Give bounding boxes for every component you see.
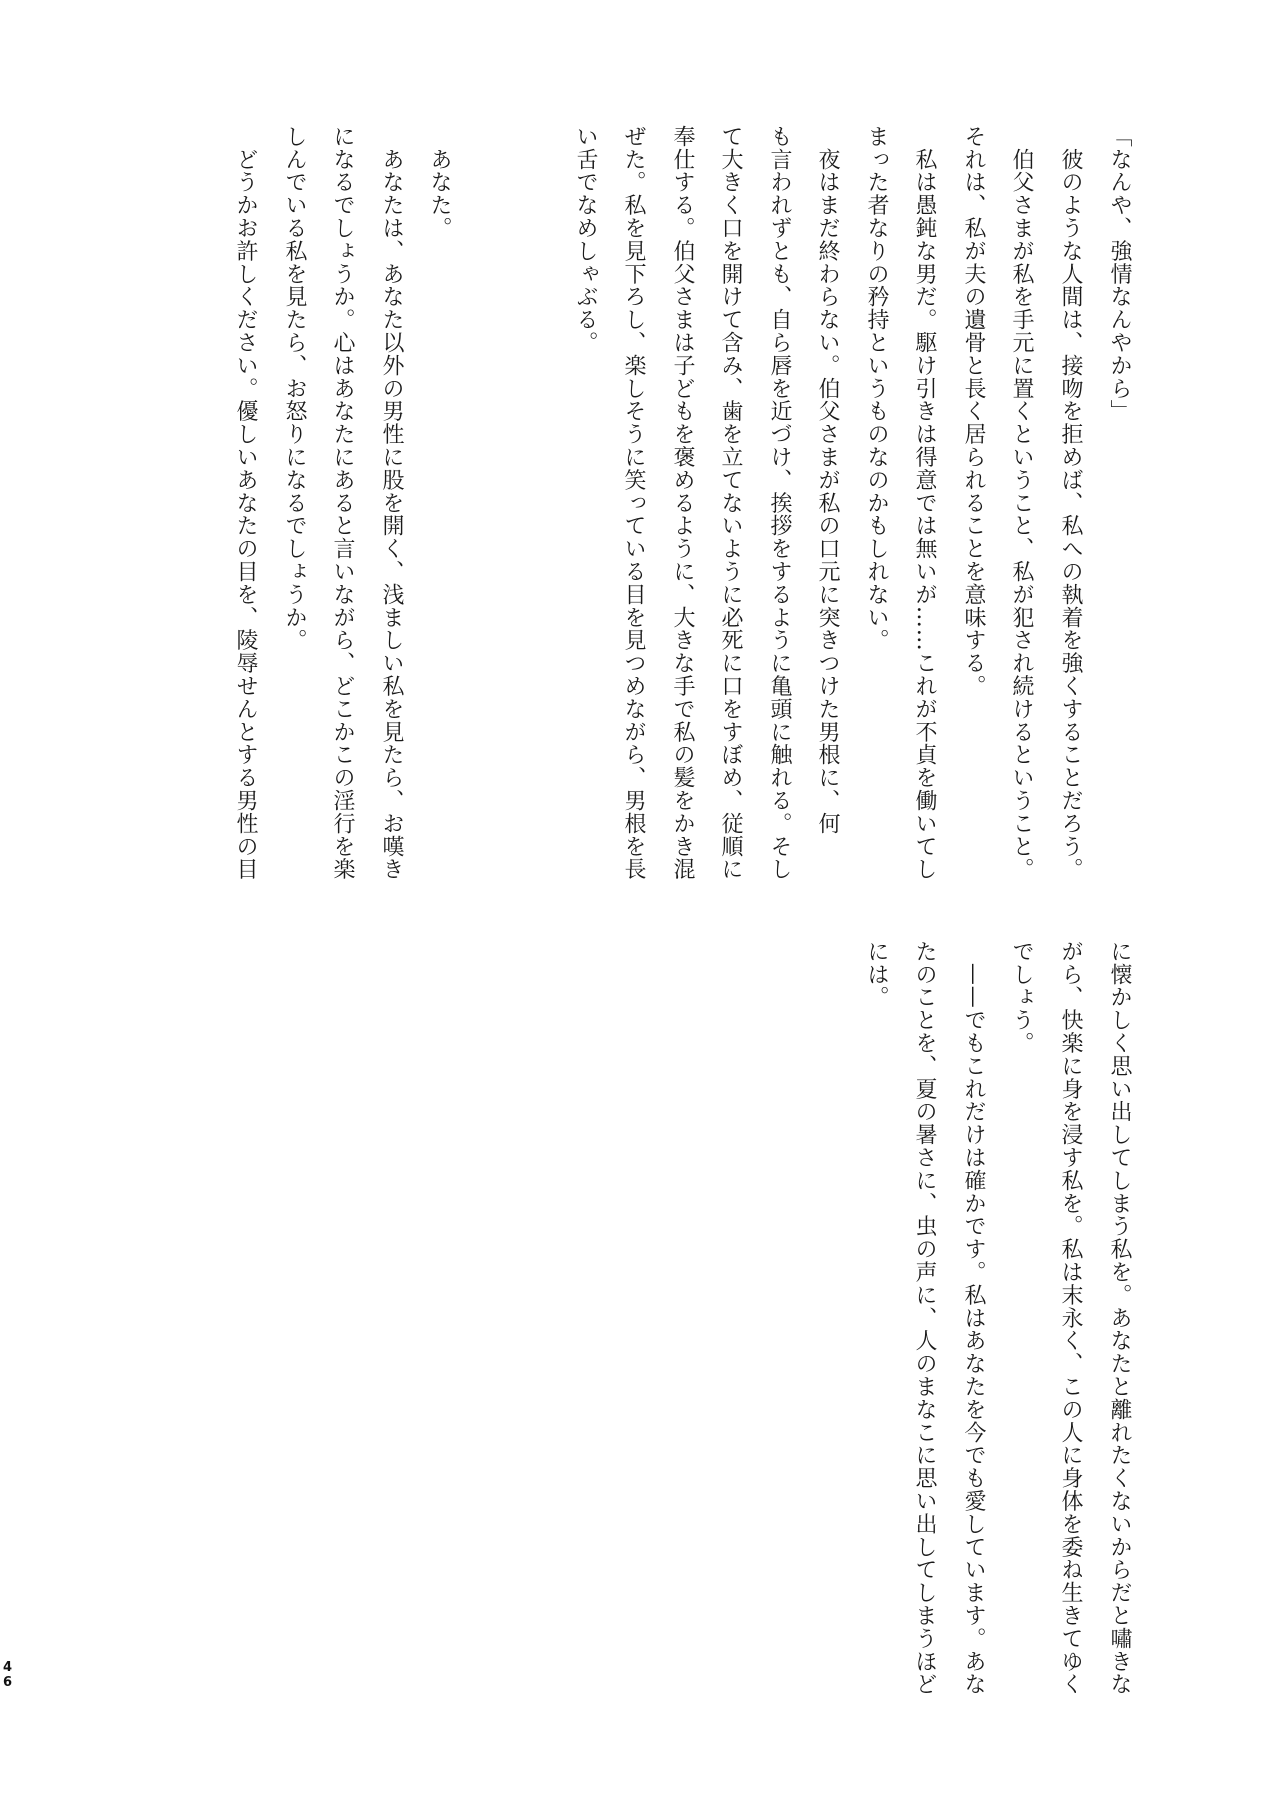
text-column: たのことを、夏の暑さに、虫の声に、人のまなこに思い出してしまうほど	[912, 940, 937, 1696]
page-number: 46	[0, 1660, 15, 1690]
text-column: 私は愚鈍な男だ。駆け引きは得意では無いが……これが不貞を働いてし	[912, 125, 937, 881]
text-column: まった者なりの矜持というものなのかもしれない。	[864, 125, 889, 652]
text-column: 夜はまだ終わらない。伯父さまが私の口元に突きつけた男根に、何	[815, 125, 840, 835]
text-column: には。	[864, 940, 889, 1009]
letter-column: あなた。	[427, 125, 452, 240]
text-column: ぜた。私を見下ろし、楽しそうに笑っている目を見つめながら、男根を長	[621, 125, 646, 881]
text-column: がら、快楽に身を浸す私を。私は末永く、この人に身体を委ね生きてゆく	[1058, 940, 1083, 1696]
text-column: も言われずとも、自ら唇を近づけ、挨拶をするように亀頭に触れる。そし	[767, 125, 792, 881]
text-column: て大きく口を開けて含み、歯を立てないように必死に口をすぼめ、従順に	[718, 125, 743, 881]
letter-column: あなたは、あなた以外の男性に股を開く、浅ましい私を見たら、お嘆き	[379, 125, 404, 881]
letter-column: どうかお許しください。優しいあなたの目を、陵辱せんとする男性の目	[233, 125, 258, 881]
text-column: 「なんや、強情なんやから」	[1107, 125, 1132, 423]
text-column: でしょう。	[1009, 940, 1034, 1055]
letter-column: しんでいる私を見たら、お怒りになるでしょうか。	[282, 125, 307, 652]
text-column: それは、私が夫の遺骨と長く居られることを意味する。	[961, 125, 986, 698]
text-column: 彼のような人間は、接吻を拒めば、私への執着を強くすることだろう。	[1058, 125, 1083, 881]
text-column: 伯父さまが私を手元に置くということ、私が犯され続けるということ。	[1009, 125, 1034, 881]
text-column: い舌でなめしゃぶる。	[573, 125, 598, 354]
text-column: に懐かしく思い出してしまう私を。あなたと離れたくないからだと嘯きな	[1107, 940, 1132, 1696]
letter-column: になるでしょうか。心はあなたにあると言いながら、どこかこの淫行を楽	[330, 125, 355, 881]
text-column: ——でもこれだけは確かです。私はあなたを今でも愛しています。あな	[961, 940, 986, 1696]
text-column: 奉仕する。伯父さまは子どもを褒めるように、大きな手で私の髪をかき混	[670, 125, 695, 881]
